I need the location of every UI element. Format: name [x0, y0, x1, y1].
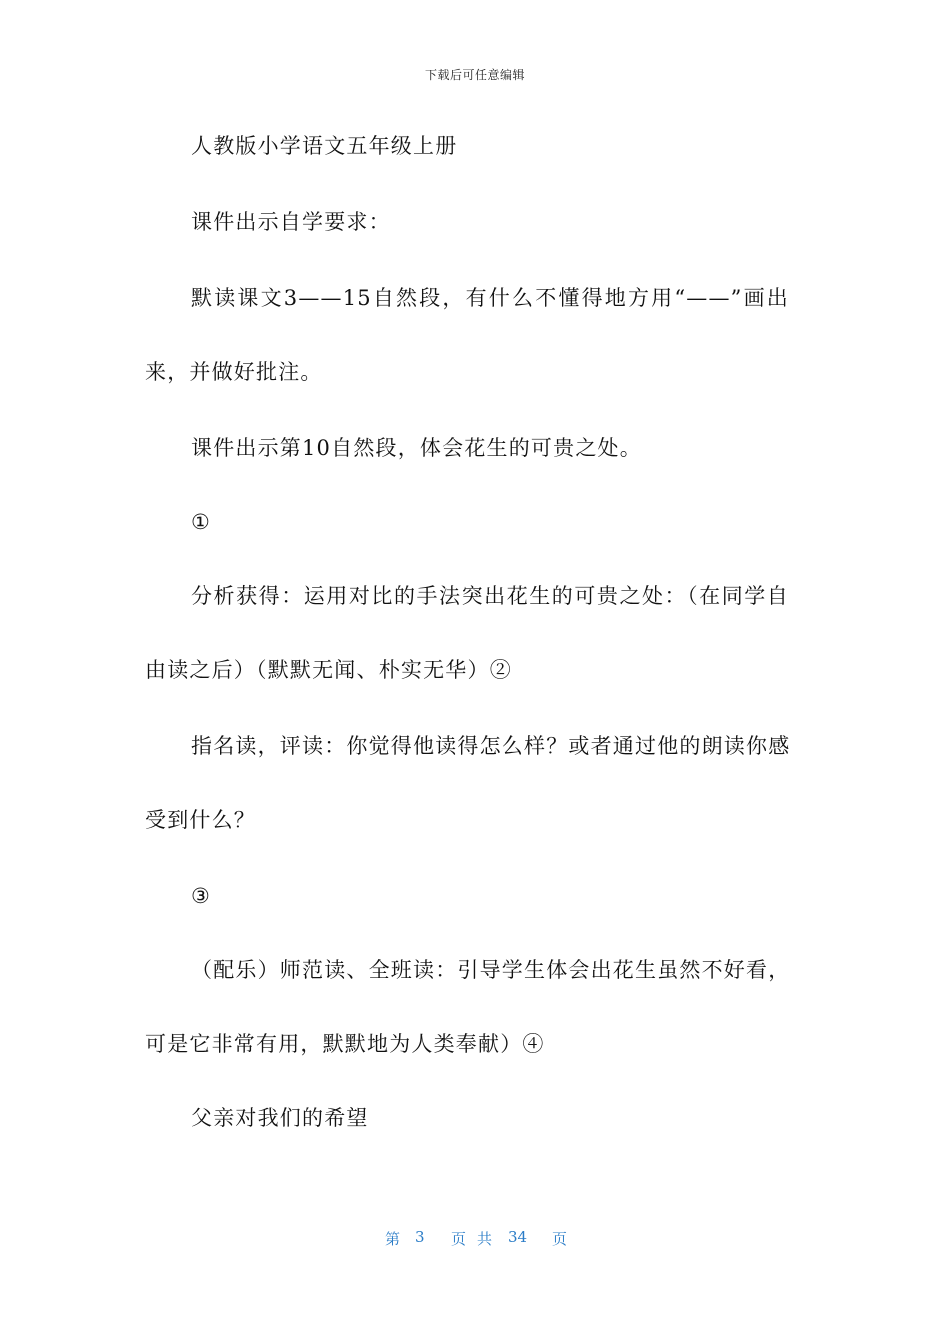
page-header: 下载后可任意编辑 [424, 68, 525, 82]
footer-page-unit: 页 [451, 1230, 467, 1248]
footer-total-unit: 页 [552, 1230, 568, 1248]
paragraph-line: ① [191, 510, 212, 534]
paragraph-line: 指名读，评读：你觉得他读得怎么样？或者通过他的朗读你感 [191, 734, 791, 758]
footer-page-label: 第 [385, 1230, 401, 1248]
paragraph-line: 人教版小学语文五年级上册 [191, 134, 458, 158]
footer-page-number: 3 [415, 1228, 425, 1246]
footer-total-pages: 34 [508, 1228, 528, 1246]
paragraph-line: 来，并做好批注。 [145, 360, 323, 384]
paragraph-line: 可是它非常有用，默默地为人类奉献）④ [145, 1032, 545, 1056]
paragraph-line: 由读之后）（默默无闻、朴实无华）② [145, 658, 512, 682]
paragraph-line: 课件出示自学要求： [191, 210, 391, 234]
paragraph-line: ③ [191, 884, 212, 908]
paragraph-line: 默读课文3——15自然段，有什么不懂得地方用“——”画出 [191, 286, 789, 310]
paragraph-line: 受到什么？ [145, 808, 256, 832]
paragraph-line: （配乐）师范读、全班读：引导学生体会出花生虽然不好看， [191, 958, 791, 982]
footer-total-label: 共 [477, 1230, 493, 1248]
paragraph-line: 分析获得：运用对比的手法突出花生的可贵之处：（在同学自 [191, 584, 789, 608]
paragraph-line: 父亲对我们的希望 [191, 1106, 369, 1130]
paragraph-line: 课件出示第10自然段，体会花生的可贵之处。 [191, 436, 642, 460]
